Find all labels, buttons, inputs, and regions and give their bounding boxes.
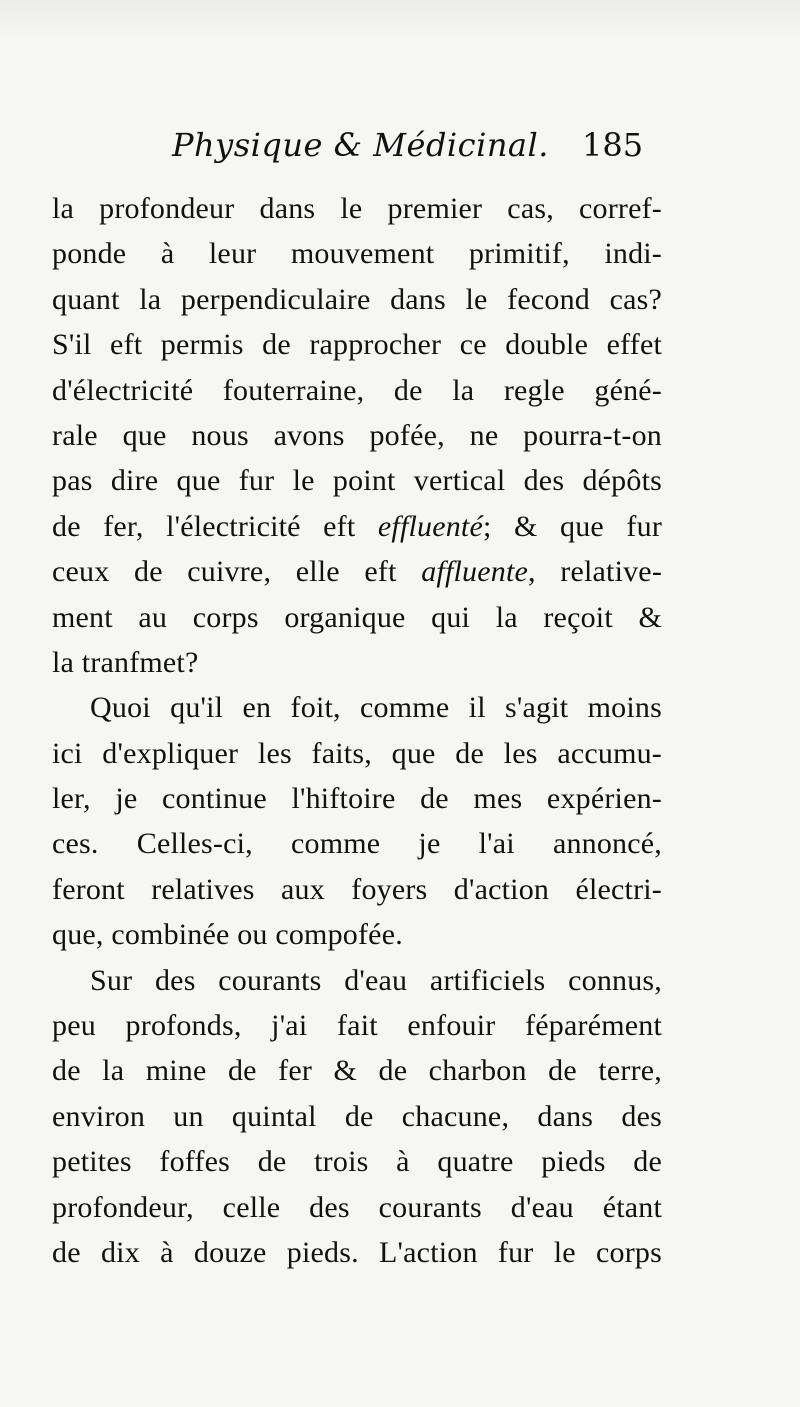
- page-header: [172, 126, 672, 176]
- text-line: ponde à leur mouvement primitif, indi-: [52, 237, 662, 271]
- text-line: que, combinée ou compofée.: [52, 918, 403, 952]
- text-line: de dix à douze pieds. L'action fur le corps: [52, 1235, 662, 1269]
- text-segment: de fer, l'électricité eft: [52, 509, 378, 543]
- text-line: rale que nous avons pofée, ne pourra-t-on: [52, 418, 662, 452]
- text-line-with-italic: [52, 549, 662, 594]
- paragraph-start-line: Sur des courants d'eau artificiels connus,: [90, 963, 662, 997]
- text-segment: ; & que fur: [482, 509, 663, 543]
- paragraph-start-line: Quoi qu'il en foit, comme il s'agit moins: [90, 691, 662, 725]
- text-line: peu profonds, j'ai fait enfouir féparément: [52, 1009, 662, 1043]
- text-segment: , relative-: [528, 555, 663, 589]
- text-line: profondeur, celle des courants d'eau étant: [52, 1190, 662, 1224]
- text-segment: ceux de cuivre, elle eft: [52, 555, 422, 589]
- text-line: ment au corps organique qui la reçoit &: [52, 600, 662, 634]
- text-line: petites foffes de trois à quatre pieds de: [52, 1145, 662, 1179]
- text-line: feront relatives aux foyers d'action électri-: [52, 872, 662, 906]
- text-line: S'il eft permis de rapprocher ce double effet: [52, 328, 662, 362]
- italic-word: affluente: [421, 555, 528, 589]
- text-line: ler, je continue l'hiftoire de mes expérien-: [52, 782, 662, 816]
- text-line: la tranfmet?: [52, 645, 199, 679]
- text-line: la profondeur dans le premier cas, corref-: [52, 192, 662, 225]
- italic-word: effluenté: [377, 509, 483, 543]
- text-line-with-italic: [52, 504, 662, 549]
- page-number: 185: [582, 126, 644, 164]
- text-line: de la mine de fer & de charbon de terre,: [52, 1054, 662, 1088]
- text-line: ici d'expliquer les faits, que de les accumu-: [52, 736, 662, 770]
- text-line: ces. Celles-ci, comme je l'ai annoncé,: [52, 827, 662, 861]
- running-head: Physique & Médicinal.: [172, 126, 549, 164]
- text-line: pas dire que fur le point vertical des dépôts: [52, 464, 662, 498]
- text-line: quant la perpendiculaire dans le fecond cas?: [52, 282, 662, 316]
- text-line: environ un quintal de chacune, dans des: [52, 1099, 662, 1133]
- text-line: d'électricité fouterraine, de la regle géné-: [52, 373, 662, 407]
- body-text: [52, 186, 662, 1275]
